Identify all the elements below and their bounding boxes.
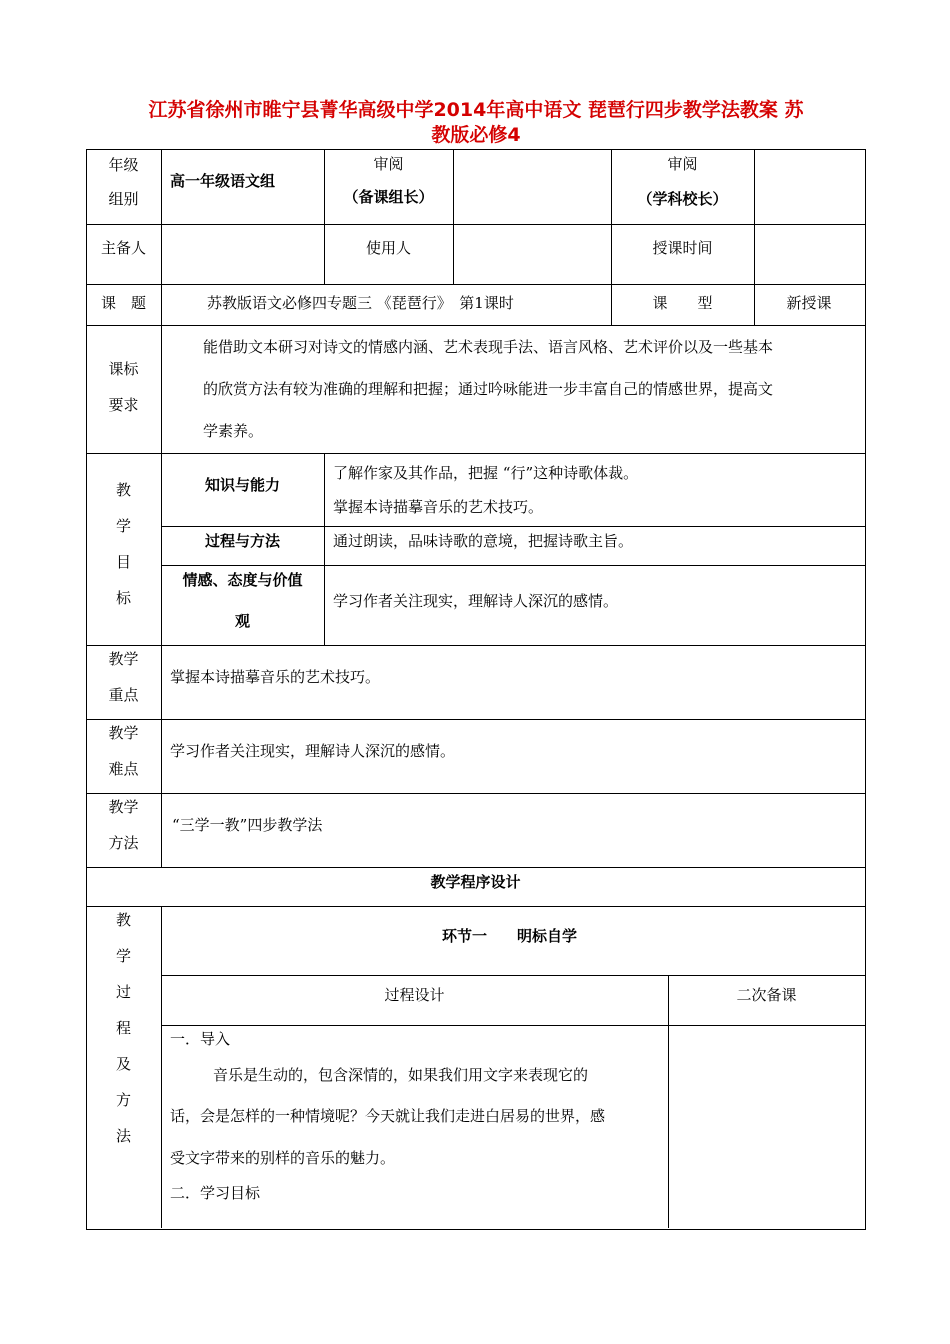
intro-line: 受文字带来的别样的音乐的魅力。 — [170, 1149, 396, 1167]
process-method-label: 过程与方法 — [204, 532, 280, 550]
objectives-label-char: 教 — [115, 481, 131, 499]
intro-heading: 一．导入 — [170, 1030, 231, 1048]
focus-value: 掌握本诗描摹音乐的艺术技巧。 — [170, 668, 381, 686]
row-divider — [86, 867, 865, 868]
intro-line: 话，会是怎样的一种情境呢？今天就让我们走进白居易的世界，感 — [170, 1107, 606, 1125]
knowledge-ability-line: 了解作家及其作品，把握 “行”这种诗歌体裁。 — [333, 464, 639, 482]
stage-title: 环节一 明标自学 — [442, 927, 578, 945]
row-divider — [86, 793, 865, 794]
standards-label: 要求 — [108, 396, 139, 414]
row-divider — [86, 645, 865, 646]
procedure-label-char: 方 — [115, 1091, 131, 1109]
standards-line: 能借助文本研习对诗文的情感内涵、艺术表现手法、语言风格、艺术评价以及一些基本 — [203, 338, 774, 356]
document-title — [86, 98, 866, 148]
procedure-header: 教学程序设计 — [430, 873, 521, 891]
focus-label: 教学 — [108, 650, 139, 668]
emotion-attitude-label: 观 — [234, 612, 250, 630]
row-divider — [86, 453, 865, 454]
row-divider — [86, 224, 865, 225]
method-label: 教学 — [108, 798, 139, 816]
lesson-type-value: 新授课 — [786, 294, 832, 312]
objectives-label-char: 学 — [115, 517, 131, 535]
procedure-side-label — [86, 902, 161, 1154]
method-value: “三学一教”四步教学法 — [172, 816, 323, 834]
col-divider — [161, 906, 162, 1228]
review-label: 审阅 — [373, 155, 404, 173]
title-line-2: 教版必修4 — [431, 124, 521, 146]
preparer-label: 主备人 — [100, 239, 146, 257]
procedure-label-char: 教 — [115, 911, 131, 929]
objectives-label-char: 目 — [115, 553, 131, 571]
objectives-label-char: 标 — [115, 589, 131, 607]
procedure-label-char: 法 — [115, 1127, 131, 1145]
review-role: （备课组长） — [343, 188, 434, 206]
title-line-1: 江苏省徐州市睢宁县菁华高级中学2014年高中语文 琵琶行四步教学法教案 苏 — [148, 99, 804, 121]
procedure-label-char: 程 — [115, 1019, 131, 1037]
emotion-attitude-value: 学习作者关注现实，理解诗人深沉的感情。 — [333, 592, 619, 610]
process-method-value: 通过朗读，品味诗歌的意境，把握诗歌主旨。 — [333, 532, 634, 550]
grade-group-value: 高一年级语文组 — [170, 172, 276, 190]
method-label: 方法 — [108, 834, 139, 852]
lesson-time-label: 授课时间 — [652, 239, 713, 257]
knowledge-ability-label: 知识与能力 — [204, 476, 280, 494]
procedure-label-char: 过 — [115, 983, 131, 1001]
topic-value: 苏教版语文必修四专题三 《琵琶行》 第1课时 — [207, 294, 514, 312]
objectives-label — [86, 472, 161, 616]
review-label: 审阅 — [667, 155, 698, 173]
standards-label: 课标 — [108, 360, 139, 378]
goals-heading: 二．学习目标 — [170, 1184, 261, 1202]
intro-line: 音乐是生动的，包含深情的，如果我们用文字来表现它的 — [213, 1066, 589, 1084]
row-divider — [86, 906, 865, 907]
col-divider — [668, 975, 669, 1228]
secondary-prep-header: 二次备课 — [736, 986, 797, 1004]
col-divider — [161, 149, 162, 868]
topic-label: 课 题 — [100, 294, 146, 312]
review-role: （学科校长） — [637, 190, 728, 208]
row-divider — [161, 526, 865, 527]
difficulty-value: 学习作者关注现实，理解诗人深沉的感情。 — [170, 742, 456, 760]
row-divider — [161, 975, 865, 976]
group-label: 组别 — [108, 190, 139, 208]
col-divider — [453, 149, 454, 284]
procedure-label-char: 及 — [115, 1055, 131, 1073]
grade-label: 年级 — [108, 156, 139, 174]
focus-label: 重点 — [108, 686, 139, 704]
standards-line: 学素养。 — [203, 422, 264, 440]
col-divider — [324, 453, 325, 645]
user-label: 使用人 — [365, 239, 411, 257]
row-divider — [86, 284, 865, 285]
col-divider — [754, 149, 755, 284]
procedure-label-char: 学 — [115, 947, 131, 965]
standards-line: 的欣赏方法有较为准确的理解和把握；通过吟咏能进一步丰富自己的情感世界，提高文 — [203, 380, 774, 398]
knowledge-ability-line: 掌握本诗描摹音乐的艺术技巧。 — [333, 498, 544, 516]
lesson-type-label: 课 型 — [652, 294, 713, 312]
difficulty-label: 教学 — [108, 724, 139, 742]
row-divider — [161, 1025, 865, 1026]
difficulty-label: 难点 — [108, 760, 139, 778]
process-design-header: 过程设计 — [384, 986, 445, 1004]
row-divider — [86, 719, 865, 720]
emotion-attitude-label: 情感、态度与价值 — [182, 571, 303, 589]
standards-text — [203, 326, 863, 452]
row-divider — [161, 565, 865, 566]
